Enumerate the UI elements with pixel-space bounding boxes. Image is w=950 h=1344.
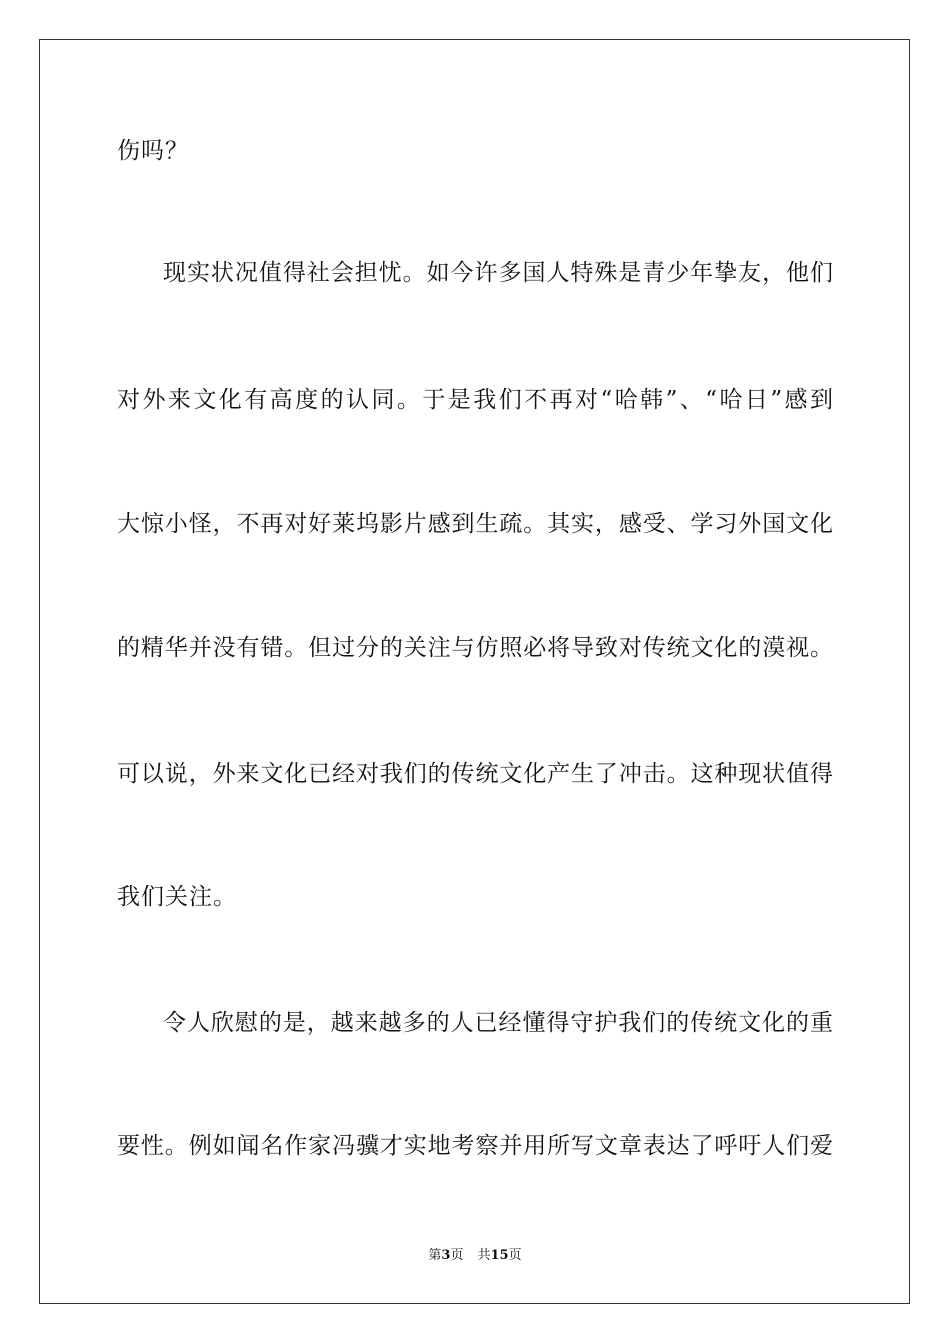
text-line: 要性。例如闻名作家冯骥才实地考察并用所写文章表达了呼吁人们爱 [117,1133,833,1159]
text-line: 我们关注。 [117,884,237,910]
text-line: 的精华并没有错。但过分的关注与仿照必将导致对传统文化的漠视。 [117,635,833,661]
page-prefix: 第 [428,1248,442,1263]
page-border [39,39,910,1304]
page-number: 3 [441,1248,451,1263]
text-line: 令人欣慰的是，越来越多的人已经懂得守护我们的传统文化的重 [163,1010,833,1036]
text-line: 大惊小怪，不再对好莱坞影片感到生疏。其实，感受、学习外国文化 [117,511,833,537]
total-pages: 15 [490,1248,509,1263]
page-suffix: 页 [450,1248,464,1263]
total-suffix: 页 [508,1248,522,1263]
text-line: 对外来文化有高度的认同。于是我们不再对“哈韩”、“哈日”感到 [117,387,833,413]
page-footer [0,1247,950,1265]
total-prefix: 共 [477,1248,491,1263]
text-line: 伤吗？ [117,138,189,164]
text-line: 现实状况值得社会担忧。如今许多国人特殊是青少年挚友，他们 [163,260,833,286]
text-line: 可以说，外来文化已经对我们的传统文化产生了冲击。这种现状值得 [117,761,833,787]
